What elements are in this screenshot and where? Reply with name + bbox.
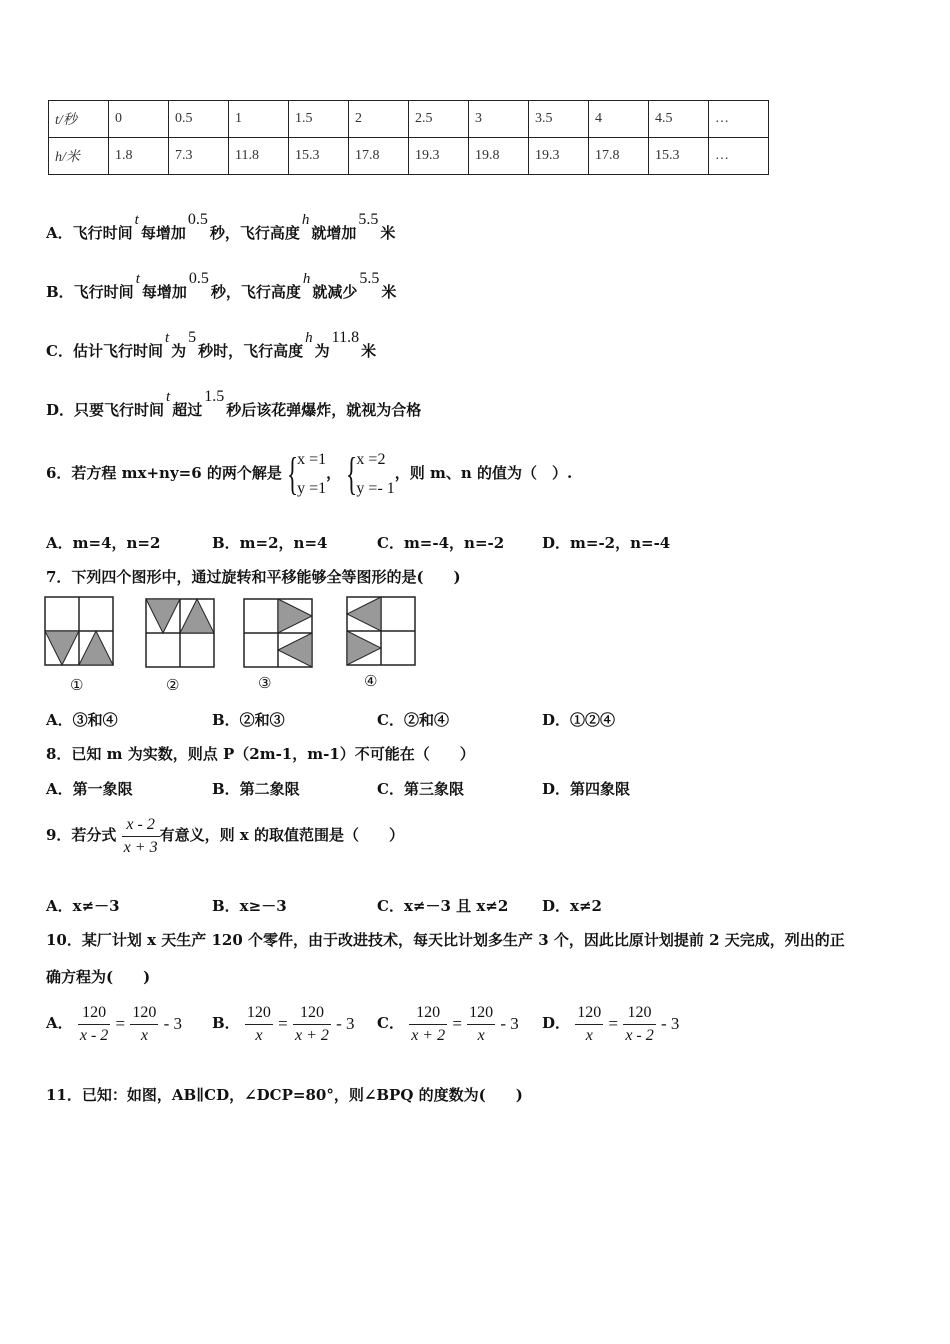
table-cell: t/秒 (49, 101, 109, 138)
q7-stem: 7．下列四个图形中，通过旋转和平移能够全等图形的是( ) (46, 568, 461, 586)
figure-2 (145, 598, 217, 670)
table-cell: 1 (229, 101, 289, 138)
figure-label-1: ① (70, 676, 84, 694)
figure-3 (243, 598, 315, 670)
table-cell: 17.8 (589, 138, 649, 175)
q6-option-b: B．m=2，n=4 (212, 534, 328, 552)
equation-system-2: { x =2 y =- 1 (346, 448, 395, 499)
q9-option-c: C．x≠－3 且 x≠2 (377, 897, 509, 915)
table-cell: 19.8 (469, 138, 529, 175)
figure-label-4: ④ (364, 672, 378, 690)
q9-stem: 9．若分式 $\frac{x - 2}{x + 3}$ 有意义，则 x 的取值范围是（ ） (46, 810, 404, 860)
table-cell: 2.5 (409, 101, 469, 138)
flight-data-table (48, 100, 769, 175)
q6-option-d: D．m=-2，n=-4 (542, 534, 671, 552)
table-cell: 15.3 (649, 138, 709, 175)
figure-label-3: ③ (258, 674, 272, 692)
table-cell: h/米 (49, 138, 109, 175)
q6-option-c: C．m=-4，n=-2 (377, 534, 505, 552)
table-cell: 3 (469, 101, 529, 138)
fraction: $\frac{x - 2}{x + 3}$ (123, 815, 158, 856)
figure-1 (44, 596, 116, 668)
table-cell: … (709, 138, 769, 175)
q11-stem: 11．已知：如图，AB∥CD，∠DCP=80°，则∠BPQ 的度数为( ) (46, 1086, 523, 1104)
q10-option-c: C． $\frac{120}{x + 2}$ = $\frac{120}{x}$ - 3 (377, 1003, 519, 1044)
q8-option-c: C．第三象限 (377, 780, 464, 798)
q8-option-b: B．第二象限 (212, 780, 300, 798)
table-cell: 17.8 (349, 138, 409, 175)
q10-stem-line1: 10．某厂计划 x 天生产 120 个零件，由于改进技术，每天比计划多生产 3 个，因此比原计划提前 2 天完成，列出的正 (46, 931, 845, 949)
table-cell: 15.3 (289, 138, 349, 175)
table-cell: 1.5 (289, 101, 349, 138)
table-row-t (49, 101, 769, 138)
table-cell: 0 (109, 101, 169, 138)
figure-4 (346, 596, 418, 668)
q8-stem: 8．已知 m 为实数，则点 P（2m-1，m-1）不可能在（ ） (46, 745, 475, 763)
table-cell: 2 (349, 101, 409, 138)
figure-label-2: ② (166, 676, 180, 694)
q7-option-c: C．②和④ (377, 711, 449, 729)
q10-option-b: B． $\frac{120}{x}$ = $\frac{120}{x + 2}$ - 3 (212, 1003, 355, 1044)
table-cell: 4 (589, 101, 649, 138)
q7-option-a: A．③和④ (46, 711, 118, 729)
q6-stem: 6．若方程 mx+ny=6 的两个解是 { x =1 y =1 ， { x =2 y =- 1 ，则 m、n 的值为（ ）. (46, 444, 572, 502)
equation-system-1: { x =1 y =1 (287, 448, 327, 499)
q9-option-a: A．x≠－3 (46, 897, 120, 915)
table-cell: 19.3 (409, 138, 469, 175)
table-cell: 3.5 (529, 101, 589, 138)
q7-option-b: B．②和③ (212, 711, 285, 729)
q5-option-b: B．飞行时间t每增加0.5秒，飞行高度h就减少5.5米 (46, 270, 397, 301)
table-cell: 11.8 (229, 138, 289, 175)
q8-option-a: A．第一象限 (46, 780, 133, 798)
q5-option-a: A．飞行时间t每增加0.5秒，飞行高度h就增加5.5米 (46, 211, 396, 242)
table-cell: 7.3 (169, 138, 229, 175)
table-cell: 1.8 (109, 138, 169, 175)
q5-option-c: C．估计飞行时间t为5秒时，飞行高度h为11.8米 (46, 329, 377, 360)
table-cell: 19.3 (529, 138, 589, 175)
q7-option-d: D．①②④ (542, 711, 616, 729)
q9-option-b: B．x≥－3 (212, 897, 287, 915)
q10-option-a: A． $\frac{120}{x - 2}$ = $\frac{120}{x}$ - 3 (46, 1003, 183, 1044)
q10-stem-line2: 确方程为( ) (46, 968, 151, 986)
q8-option-d: D．第四象限 (542, 780, 631, 798)
table-cell: 0.5 (169, 101, 229, 138)
q10-option-d: D． $\frac{120}{x}$ = $\frac{120}{x - 2}$ - 3 (542, 1003, 680, 1044)
q6-option-a: A．m=4，n=2 (46, 534, 161, 552)
q5-option-d: D．只要飞行时间t超过1.5秒后该花弹爆炸，就视为合格 (46, 388, 422, 419)
q9-option-d: D．x≠2 (542, 897, 602, 915)
table-row-h (49, 138, 769, 175)
table-cell: 4.5 (649, 101, 709, 138)
table-cell: … (709, 101, 769, 138)
